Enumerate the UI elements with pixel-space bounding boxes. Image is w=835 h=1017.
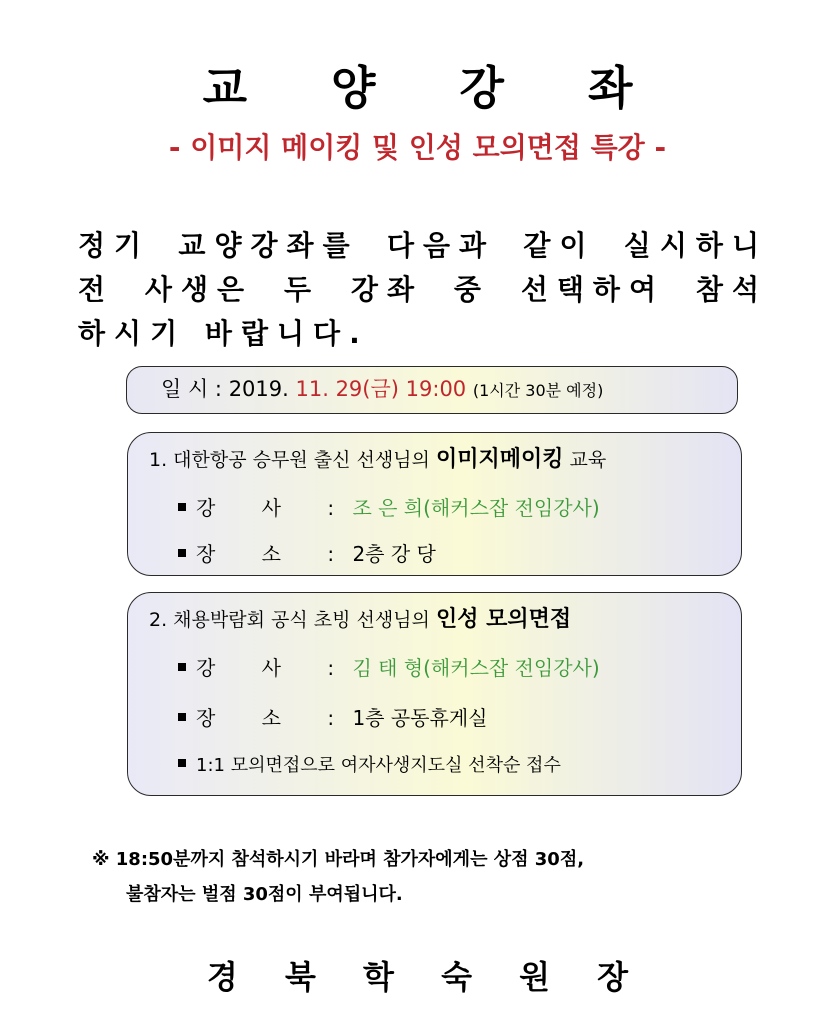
lecture-1-title-suffix: 교육	[569, 449, 607, 471]
lecture-2-place: 1층 공동휴게실	[352, 706, 488, 730]
lecture-1-lecturer-row	[178, 493, 600, 523]
square-bullet-icon	[178, 503, 186, 511]
intro-line-2: 전 사생은 두 강좌 중 선택하여 참석	[78, 273, 768, 306]
lecture-2-title	[149, 605, 571, 635]
schedule-year: 2019.	[228, 377, 289, 401]
notice-text	[92, 842, 772, 912]
lecture-2-place-row	[178, 703, 487, 733]
lecture-1-title-emph: 이미지메이킹	[435, 447, 564, 472]
schedule-date: 11. 29(금) 19:00	[295, 377, 467, 401]
lecture-2-place-label: 장 소 :	[196, 706, 355, 730]
square-bullet-icon	[178, 759, 186, 767]
intro-line-1: 정기 교양강좌를 다음과 같이 실시하니	[78, 229, 768, 262]
lecture-2-note: 1:1 모의면접으로 여자사생지도실 선착순 접수	[196, 755, 561, 776]
lecture-1-place: 2층 강 당	[352, 542, 436, 566]
issuer-signature: 경 북 학 숙 원 장	[206, 958, 647, 996]
schedule-box	[126, 366, 738, 414]
square-bullet-icon	[178, 713, 186, 721]
square-bullet-icon	[178, 549, 186, 557]
lecture-1-lecturer-label: 강 사 :	[196, 496, 355, 520]
lecture-1-lecturer: 조 은 희(해커스잡 전임강사)	[352, 496, 600, 520]
notice-line-1: ※ 18:50분까지 참석하시기 바라며 참가자에게는 상점 30점,	[92, 849, 585, 870]
lecture-2-box	[127, 592, 742, 796]
lecture-1-title	[149, 445, 606, 475]
lecture-2-lecturer-label: 강 사 :	[196, 656, 355, 680]
lecture-1-place-row	[178, 539, 436, 569]
schedule-duration: (1시간 30분 예정)	[472, 381, 604, 400]
intro-text	[78, 224, 768, 356]
lecture-2-title-emph: 인성 모의면접	[435, 607, 572, 632]
notice-line-2: 불참자는 벌점 30점이 부여됩니다.	[126, 884, 403, 905]
page-title: 교 양 강 좌	[202, 61, 667, 115]
square-bullet-icon	[178, 663, 186, 671]
lecture-2-title-prefix: 2. 채용박람회 공식 초빙 선생님의	[149, 609, 430, 631]
page-subtitle: - 이미지 메이킹 및 인성 모의면접 특강 -	[168, 131, 667, 164]
schedule-label: 일 시 :	[161, 377, 222, 401]
intro-line-3: 하시기 바랍니다.	[78, 317, 369, 350]
lecture-1-title-prefix: 1. 대한항공 승무원 출신 선생님의	[149, 449, 430, 471]
lecture-2-note-row	[178, 751, 561, 781]
lecture-1-box	[127, 432, 742, 576]
lecture-2-lecturer: 김 태 형(해커스잡 전임강사)	[352, 656, 600, 680]
lecture-1-place-label: 장 소 :	[196, 542, 355, 566]
lecture-2-lecturer-row	[178, 653, 600, 683]
